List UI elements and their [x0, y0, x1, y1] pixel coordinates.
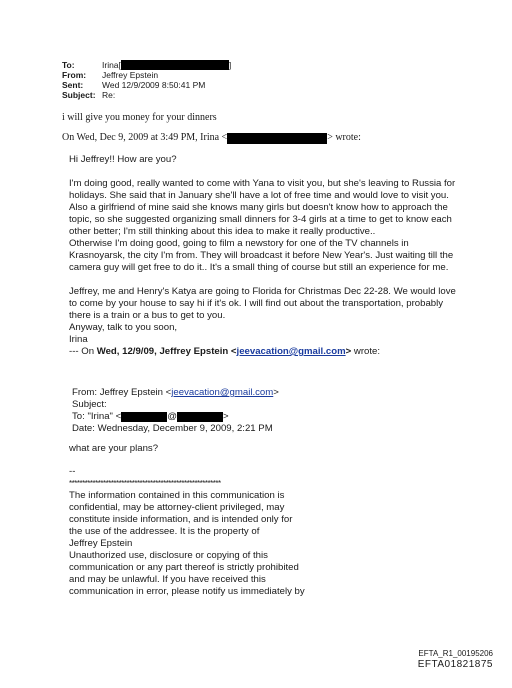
closing-line: Anyway, talk to you soon, — [69, 322, 178, 333]
from-label: From: — [62, 70, 87, 80]
original-from-line: From: Jeffrey Epstein <jeevacation@gmail.com> — [72, 387, 279, 398]
disclaimer-line: constitute inside information, and is intended only for — [69, 514, 293, 525]
original-body: what are your plans? — [69, 443, 159, 454]
redaction-box — [177, 412, 223, 422]
email-header — [62, 60, 231, 100]
greeting: Hi Jeffrey!! How are you? — [69, 154, 177, 165]
to-label: To: — [62, 60, 75, 70]
closing-name: Irina — [69, 334, 88, 345]
disclaimer-line: Unauthorized use, disclosure or copying of this — [69, 550, 268, 561]
disclaimer-line: communication or any part thereof is strictly prohibited — [69, 562, 299, 573]
signature-block — [69, 466, 459, 598]
signature-stars: ********************************************************** — [69, 479, 221, 488]
subject-label: Subject: — [62, 90, 96, 100]
original-from-email-link[interactable]: jeevacation@gmail.com — [171, 387, 274, 398]
disclaimer-line: confidential, may be attorney-client privileged, may — [69, 502, 285, 513]
quote-intro — [62, 132, 361, 144]
to-value: Irina — [102, 60, 119, 70]
irina-message — [69, 154, 459, 358]
sent-row — [62, 80, 231, 90]
original-subject-line: Subject: — [72, 399, 107, 410]
original-to-line: To: "Irina" < @ > — [72, 411, 229, 422]
paragraph-3: Jeffrey, me and Henry's Katya are going to Florida for Christmas Dec 22-28. We would love to come by your house to say hi if it's ok. I will find out about the transportation, probably there is a train or a bus to get to you. — [69, 286, 456, 321]
disclaimer-line: communication in error, please notify us immediately by — [69, 586, 305, 597]
subject-value: Re: — [102, 90, 116, 100]
quote-intro-prefix: On Wed, Dec 9, 2009 at 3:49 PM, Irina < — [62, 132, 228, 143]
from-row — [62, 70, 231, 80]
sent-label: Sent: — [62, 80, 84, 90]
quote-intro-suffix: > wrote: — [327, 132, 361, 143]
nested-quote-email-link[interactable]: jeevacation@gmail.com — [236, 346, 346, 357]
nested-quote-line: --- On Wed, 12/9/09, Jeffrey Epstein <jeevacation@gmail.com> wrote: — [69, 346, 381, 357]
disclaimer-line: The information contained in this communication is — [69, 490, 285, 501]
to-row: To: Irina [ ] — [62, 60, 232, 70]
reply-body: i will give you money for your dinners — [62, 112, 217, 123]
redaction-box — [121, 60, 229, 70]
paragraph-2: Otherwise I'm doing good, going to film a newstory for one of the TV channels in Krasnoyarsk, the city I'm from. They will broadcast it before New Year's. Just waiting till the camera guy will get free to do it.. It's a small thing of course but still an experience for me. — [69, 238, 454, 273]
redaction-box — [121, 412, 167, 422]
original-date-line: Date: Wednesday, December 9, 2009, 2:21 PM — [72, 423, 273, 434]
sent-value: Wed 12/9/2009 8:50:41 PM — [102, 80, 206, 90]
subject-row — [62, 90, 231, 100]
disclaimer-line: Jeffrey Epstein — [69, 538, 133, 549]
redaction-box — [227, 133, 327, 144]
from-value: Jeffrey Epstein — [102, 70, 159, 80]
original-email — [72, 387, 462, 435]
bates-number-2: EFTA01821875 — [417, 659, 493, 670]
disclaimer-line: the use of the addressee. It is the property of — [69, 526, 260, 537]
bates-number-1: EFTA_R1_00195206 — [418, 649, 493, 658]
paragraph-1: I'm doing good, really wanted to come with Yana to visit you, but she's leaving to Russia for holidays. She said that in January she'll have a lot of free time and would love to visit you. Also a girlfriend of mine said she knows many girls but doesn't know how to approach the topic, so she suggested organizing small dinners for 3-4 girls at a time to get to know each other better; I'm still thinking about this idea to make it really productive.. — [69, 178, 456, 237]
disclaimer-line: and may be unlawful. If you have received this — [69, 574, 266, 585]
signature-dashes: -- — [69, 466, 76, 477]
